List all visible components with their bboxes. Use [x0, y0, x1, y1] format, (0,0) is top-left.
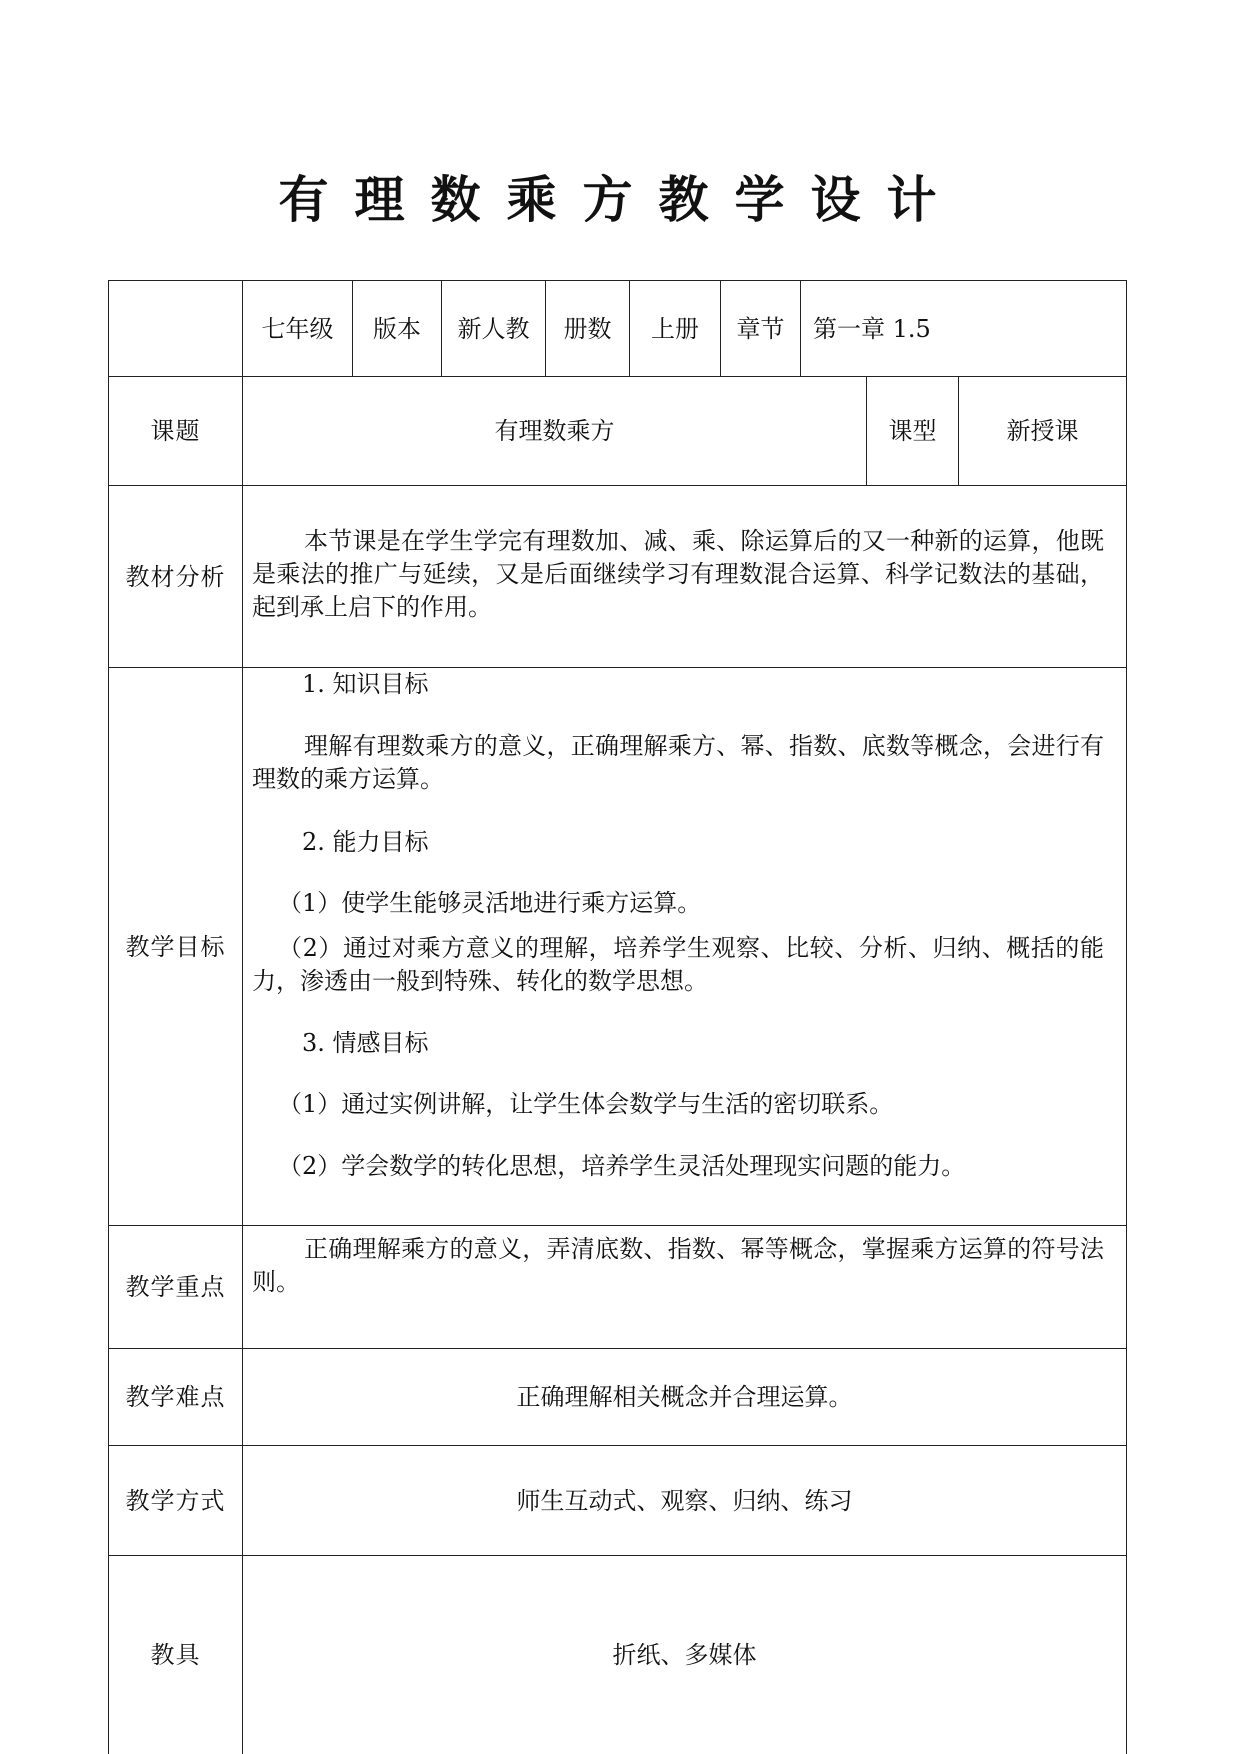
version-value: 新人教 — [457, 314, 530, 343]
ability-item-2: （2）通过对乘方意义的理解，培养学生观察、比较、分析、归纳、概括的能力，渗透由一般到特殊、转化的数学思想。 — [252, 934, 1104, 995]
analysis-label: 教材分析 — [125, 562, 226, 591]
method-label-cell — [108, 1445, 243, 1556]
tools-label-cell — [108, 1555, 243, 1754]
knowledge-heading: 1. 知识目标 — [302, 670, 429, 698]
type-value-cell — [958, 376, 1127, 486]
analysis-label-cell — [108, 485, 243, 668]
chapter-value: 第一章 1.5 — [813, 314, 931, 343]
tools-label: 教具 — [150, 1641, 201, 1669]
topic-value: 有理数乘方 — [494, 417, 615, 445]
chapter-label-cell — [720, 280, 801, 377]
page-title: 有理数乘方教学设计 — [278, 171, 963, 229]
tools-text: 折纸、多媒体 — [612, 1641, 757, 1669]
chapter-value-cell — [800, 280, 1127, 377]
objectives-label-cell — [108, 667, 243, 1226]
key-point-label-cell — [108, 1225, 243, 1349]
type-label: 课型 — [888, 417, 937, 445]
objectives-label: 教学目标 — [125, 932, 226, 961]
emotion-heading: 3. 情感目标 — [302, 1029, 429, 1057]
analysis-text: 本节课是在学生学完有理数加、减、乘、除运算后的又一种新的运算，他既是乘法的推广与延续，又是后面继续学习有理数混合运算、科学记数法的基础，起到承上启下的作用。 — [252, 527, 1104, 621]
grade-cell — [242, 280, 353, 377]
type-label-cell — [866, 376, 959, 486]
key-point-text: 正确理解乘方的意义，弄清底数、指数、幂等概念，掌握乘方运算的符号法则。 — [252, 1235, 1104, 1296]
difficulty-label: 教学难点 — [125, 1383, 226, 1411]
emotion-item-2: （2）学会数学的转化思想，培养学生灵活处理现实问题的能力。 — [278, 1152, 966, 1180]
version-label: 版本 — [373, 314, 421, 343]
knowledge-text: 理解有理数乘方的意义，正确理解乘方、幂、指数、底数等概念，会进行有理数的乘方运算。 — [252, 732, 1104, 793]
grade-value: 七年级 — [261, 314, 334, 343]
version-label-cell — [352, 280, 442, 377]
volume-label-cell — [545, 280, 630, 377]
tools-content-cell — [242, 1555, 1127, 1754]
key-point-label: 教学重点 — [125, 1273, 226, 1301]
method-label: 教学方式 — [125, 1486, 226, 1515]
difficulty-text: 正确理解相关概念并合理运算。 — [516, 1383, 853, 1411]
method-content-cell — [242, 1445, 1127, 1556]
emotion-item-1: （1）通过实例讲解，让学生体会数学与生活的密切联系。 — [278, 1090, 894, 1118]
ability-item-1: （1）使学生能够灵活地进行乘方运算。 — [278, 889, 702, 917]
type-value: 新授课 — [1006, 417, 1079, 445]
volume-value: 上册 — [651, 314, 699, 343]
method-text: 师生互动式、观察、归纳、练习 — [516, 1486, 853, 1515]
volume-value-cell — [629, 280, 721, 377]
topic-label-cell — [108, 376, 243, 486]
version-value-cell — [441, 280, 546, 377]
volume-label: 册数 — [563, 314, 612, 343]
difficulty-content-cell — [242, 1348, 1127, 1446]
difficulty-label-cell — [108, 1348, 243, 1446]
chapter-label: 章节 — [736, 314, 785, 343]
ability-heading: 2. 能力目标 — [302, 828, 429, 856]
header-blank-cell — [108, 280, 243, 377]
topic-value-cell — [242, 376, 867, 486]
topic-label: 课题 — [150, 417, 201, 445]
